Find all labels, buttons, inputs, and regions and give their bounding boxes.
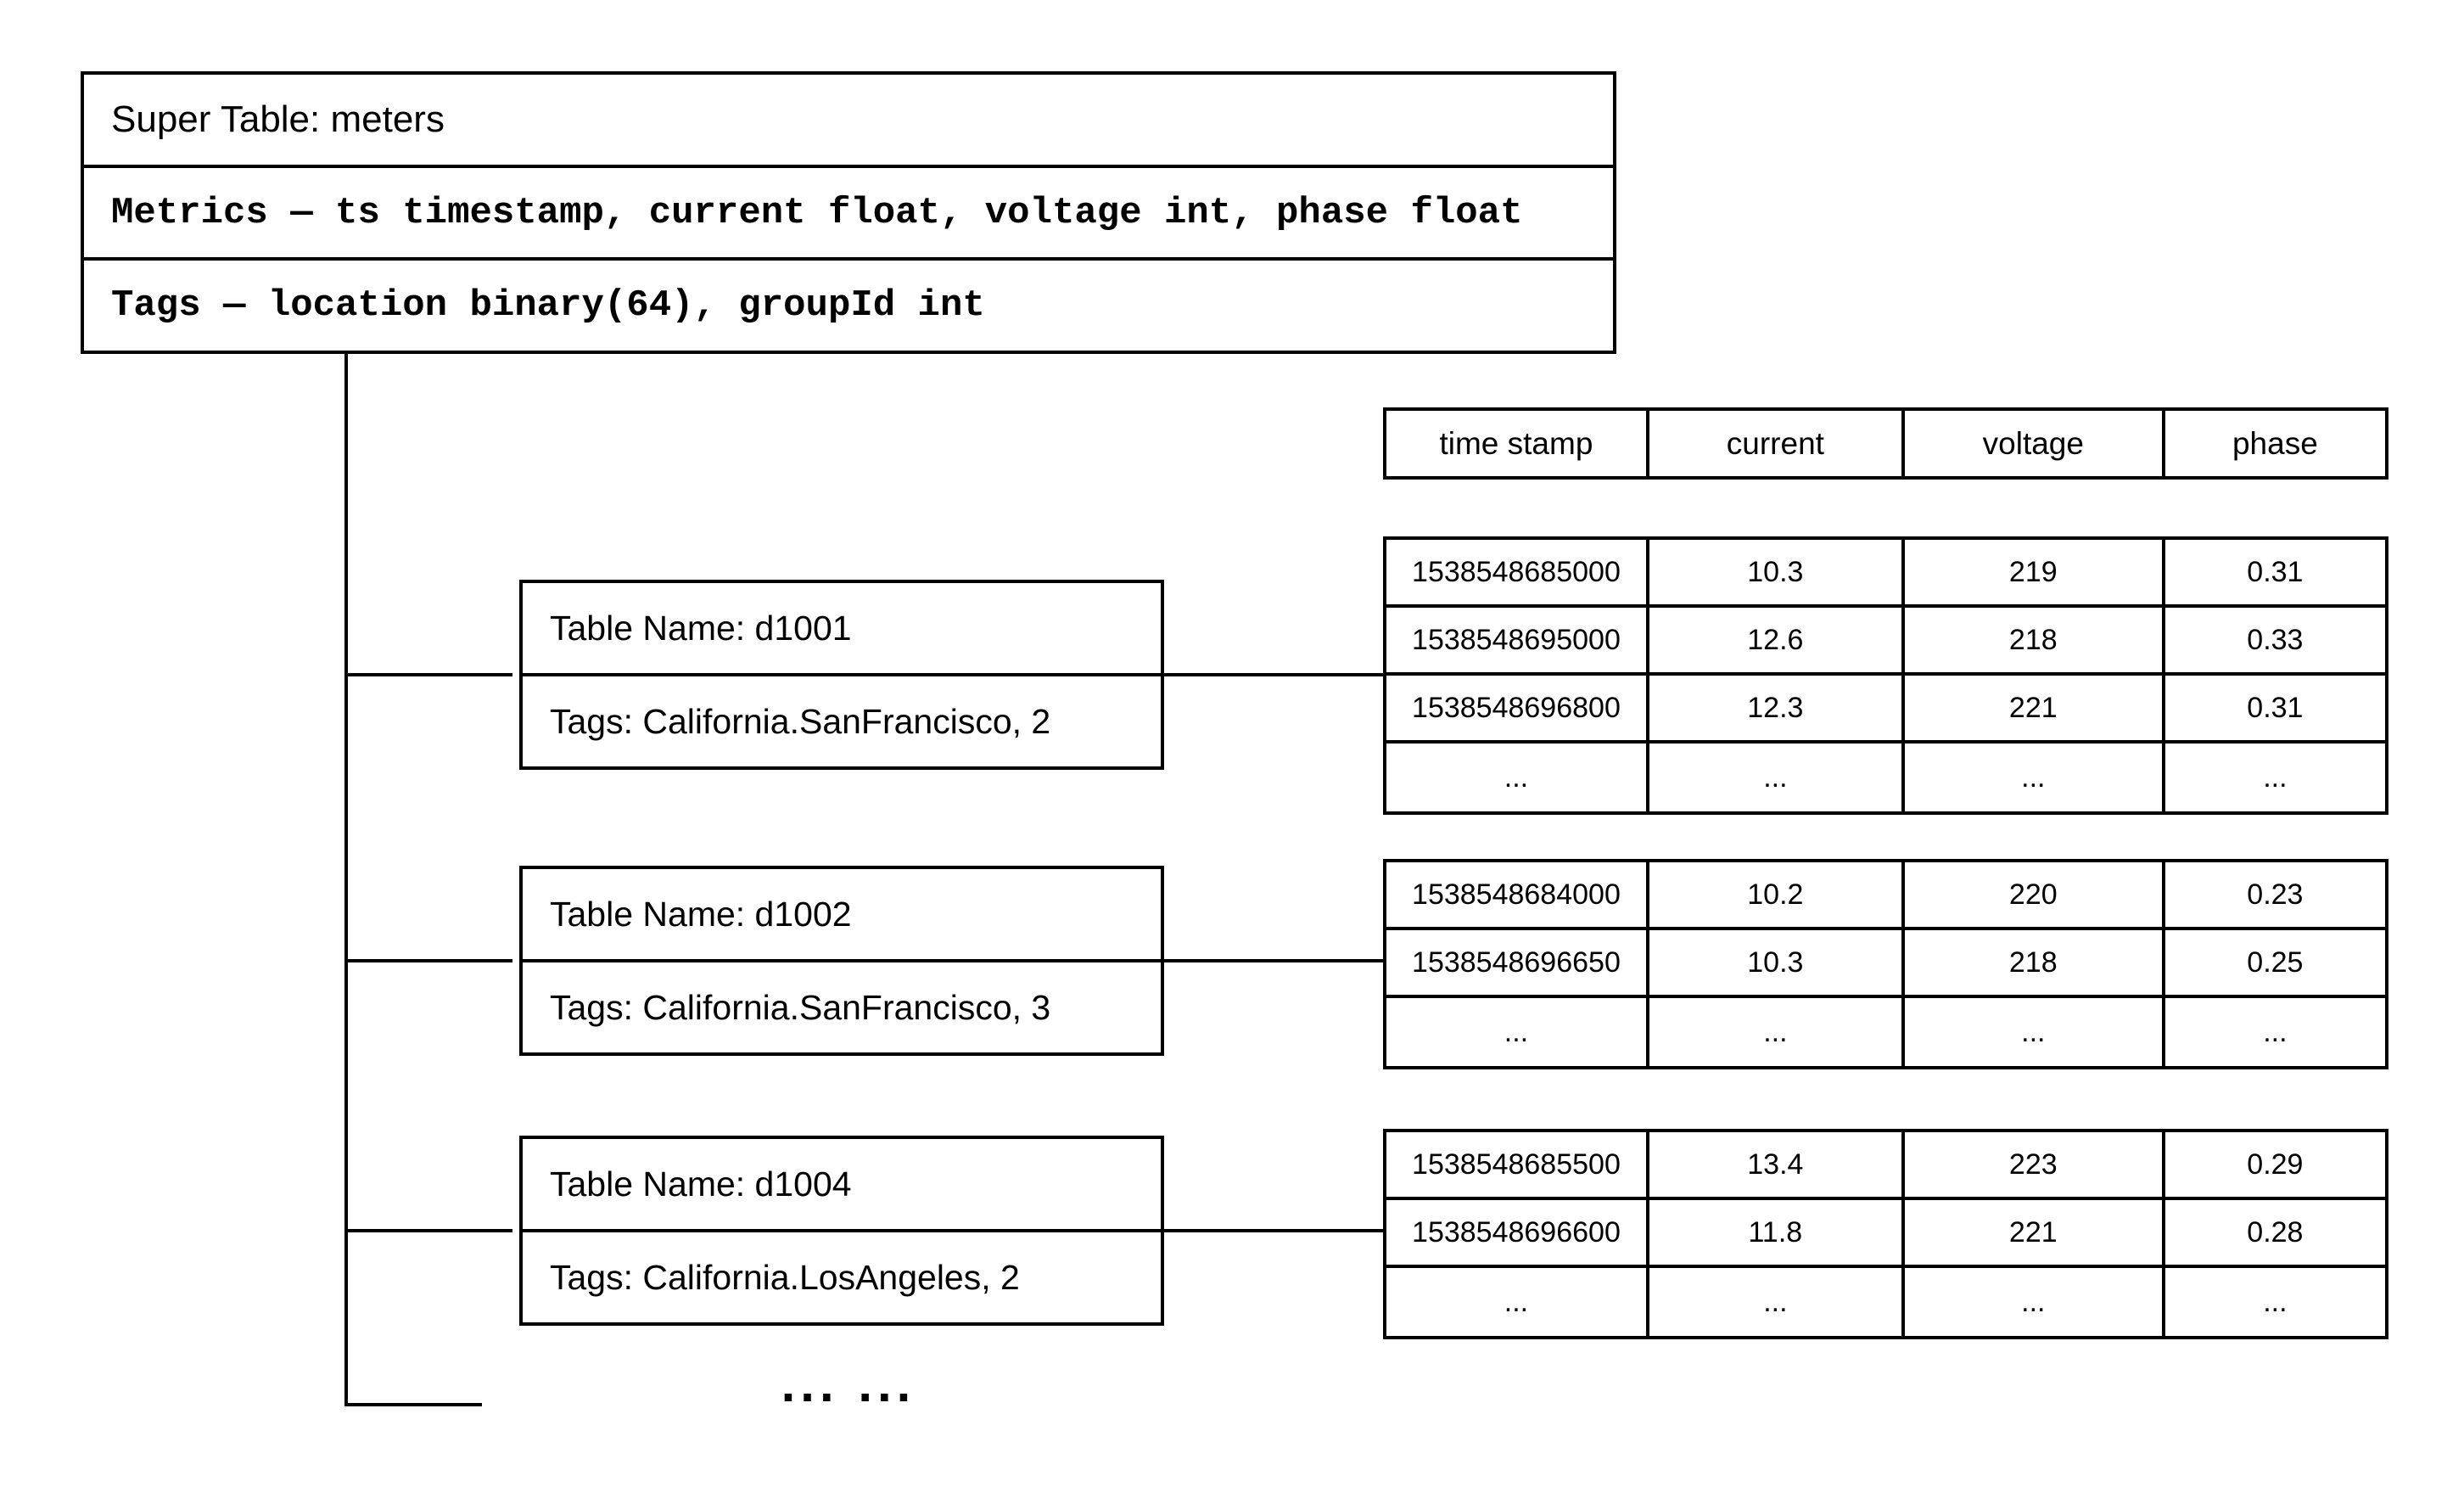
device-tags: Tags: California.SanFrancisco, 3 — [523, 959, 1161, 1052]
table-cell: ... — [2263, 760, 2288, 794]
device-box-d1001 — [519, 580, 1164, 770]
table-cell: ... — [1386, 1268, 1649, 1336]
tree-branch-line-d1001 — [346, 673, 512, 676]
tree-branch-line-d1004 — [346, 1229, 512, 1232]
table-cell: 1538548685000 — [1386, 540, 1649, 604]
data-table-d1004 — [1383, 1129, 2388, 1339]
table-cell: ... — [1386, 998, 1649, 1066]
table-cell: 1538548696800 — [1386, 676, 1649, 740]
table-cell: 11.8 — [1649, 1200, 1905, 1265]
super-table-metrics: Metrics — ts timestamp, current float, voltage int, phase float — [84, 165, 1613, 258]
table-cell: ... — [2263, 1285, 2288, 1318]
table-cell: 219 — [1905, 540, 2165, 604]
device-box-d1004 — [519, 1136, 1164, 1326]
super-table-title: Super Table: meters — [111, 98, 445, 140]
column-header: phase — [2232, 425, 2318, 461]
table-cell: 221 — [1905, 676, 2165, 740]
device-name: Table Name: d1002 — [550, 894, 852, 934]
table-row — [1386, 540, 2385, 608]
connector-d1002-to-table — [1164, 959, 1383, 962]
table-cell: 1538548685500 — [1386, 1132, 1649, 1197]
device-box-d1002 — [519, 866, 1164, 1056]
table-row — [1386, 1132, 2385, 1200]
device-name: Table Name: d1004 — [550, 1164, 852, 1204]
table-cell: 0.28 — [2247, 1215, 2304, 1249]
table-cell: 0.31 — [2247, 555, 2304, 588]
table-cell: 223 — [1905, 1132, 2165, 1197]
table-cell: 0.33 — [2247, 623, 2304, 656]
table-cell: ... — [2263, 1015, 2288, 1048]
table-cell: 221 — [1905, 1200, 2165, 1265]
device-name: Table Name: d1001 — [550, 608, 852, 648]
table-row — [1386, 744, 2385, 811]
table-cell: 218 — [1905, 930, 2165, 995]
table-cell: ... — [1905, 744, 2165, 811]
column-header: time stamp — [1386, 411, 1649, 476]
table-cell: ... — [1905, 998, 2165, 1066]
table-cell: 1538548696600 — [1386, 1200, 1649, 1265]
table-cell: ... — [1905, 1268, 2165, 1336]
table-cell: 1538548684000 — [1386, 862, 1649, 927]
super-table-box — [81, 71, 1616, 354]
connector-d1004-to-table — [1164, 1229, 1383, 1232]
data-table-d1002 — [1383, 859, 2388, 1069]
table-row — [1386, 998, 2385, 1066]
device-tags: Tags: California.SanFrancisco, 2 — [523, 673, 1161, 766]
tree-branch-line-more — [344, 1403, 482, 1406]
tree-branch-line-d1002 — [346, 959, 512, 962]
table-cell: ... — [1649, 744, 1905, 811]
tree-trunk-line — [344, 354, 348, 1406]
column-header: voltage — [1905, 411, 2165, 476]
table-cell: 0.23 — [2247, 878, 2304, 911]
table-cell: 10.2 — [1649, 862, 1905, 927]
connector-d1001-to-table — [1164, 673, 1383, 676]
data-table-d1001 — [1383, 536, 2388, 815]
column-header: current — [1649, 411, 1905, 476]
table-row — [1386, 608, 2385, 676]
header-row — [1386, 411, 2385, 476]
table-row — [1386, 862, 2385, 930]
column-header-table — [1383, 407, 2388, 480]
table-cell: ... — [1649, 1268, 1905, 1336]
table-cell: 1538548696650 — [1386, 930, 1649, 995]
more-tables-ellipsis: ... ... — [781, 1355, 916, 1412]
table-cell: ... — [1386, 744, 1649, 811]
table-cell: 12.3 — [1649, 676, 1905, 740]
super-table-tags: Tags — location binary(64), groupId int — [84, 257, 1613, 351]
table-cell: 218 — [1905, 608, 2165, 672]
device-tags: Tags: California.LosAngeles, 2 — [523, 1229, 1161, 1322]
table-cell: 0.31 — [2247, 691, 2304, 724]
table-cell: 220 — [1905, 862, 2165, 927]
table-cell: 13.4 — [1649, 1132, 1905, 1197]
table-cell: 10.3 — [1649, 540, 1905, 604]
table-row — [1386, 1200, 2385, 1268]
table-cell: 0.25 — [2247, 946, 2304, 979]
table-cell: 1538548695000 — [1386, 608, 1649, 672]
table-cell: 0.29 — [2247, 1148, 2304, 1181]
table-row — [1386, 676, 2385, 744]
table-row — [1386, 930, 2385, 998]
table-cell: ... — [1649, 998, 1905, 1066]
table-cell: 12.6 — [1649, 608, 1905, 672]
table-cell: 10.3 — [1649, 930, 1905, 995]
table-row — [1386, 1268, 2385, 1336]
